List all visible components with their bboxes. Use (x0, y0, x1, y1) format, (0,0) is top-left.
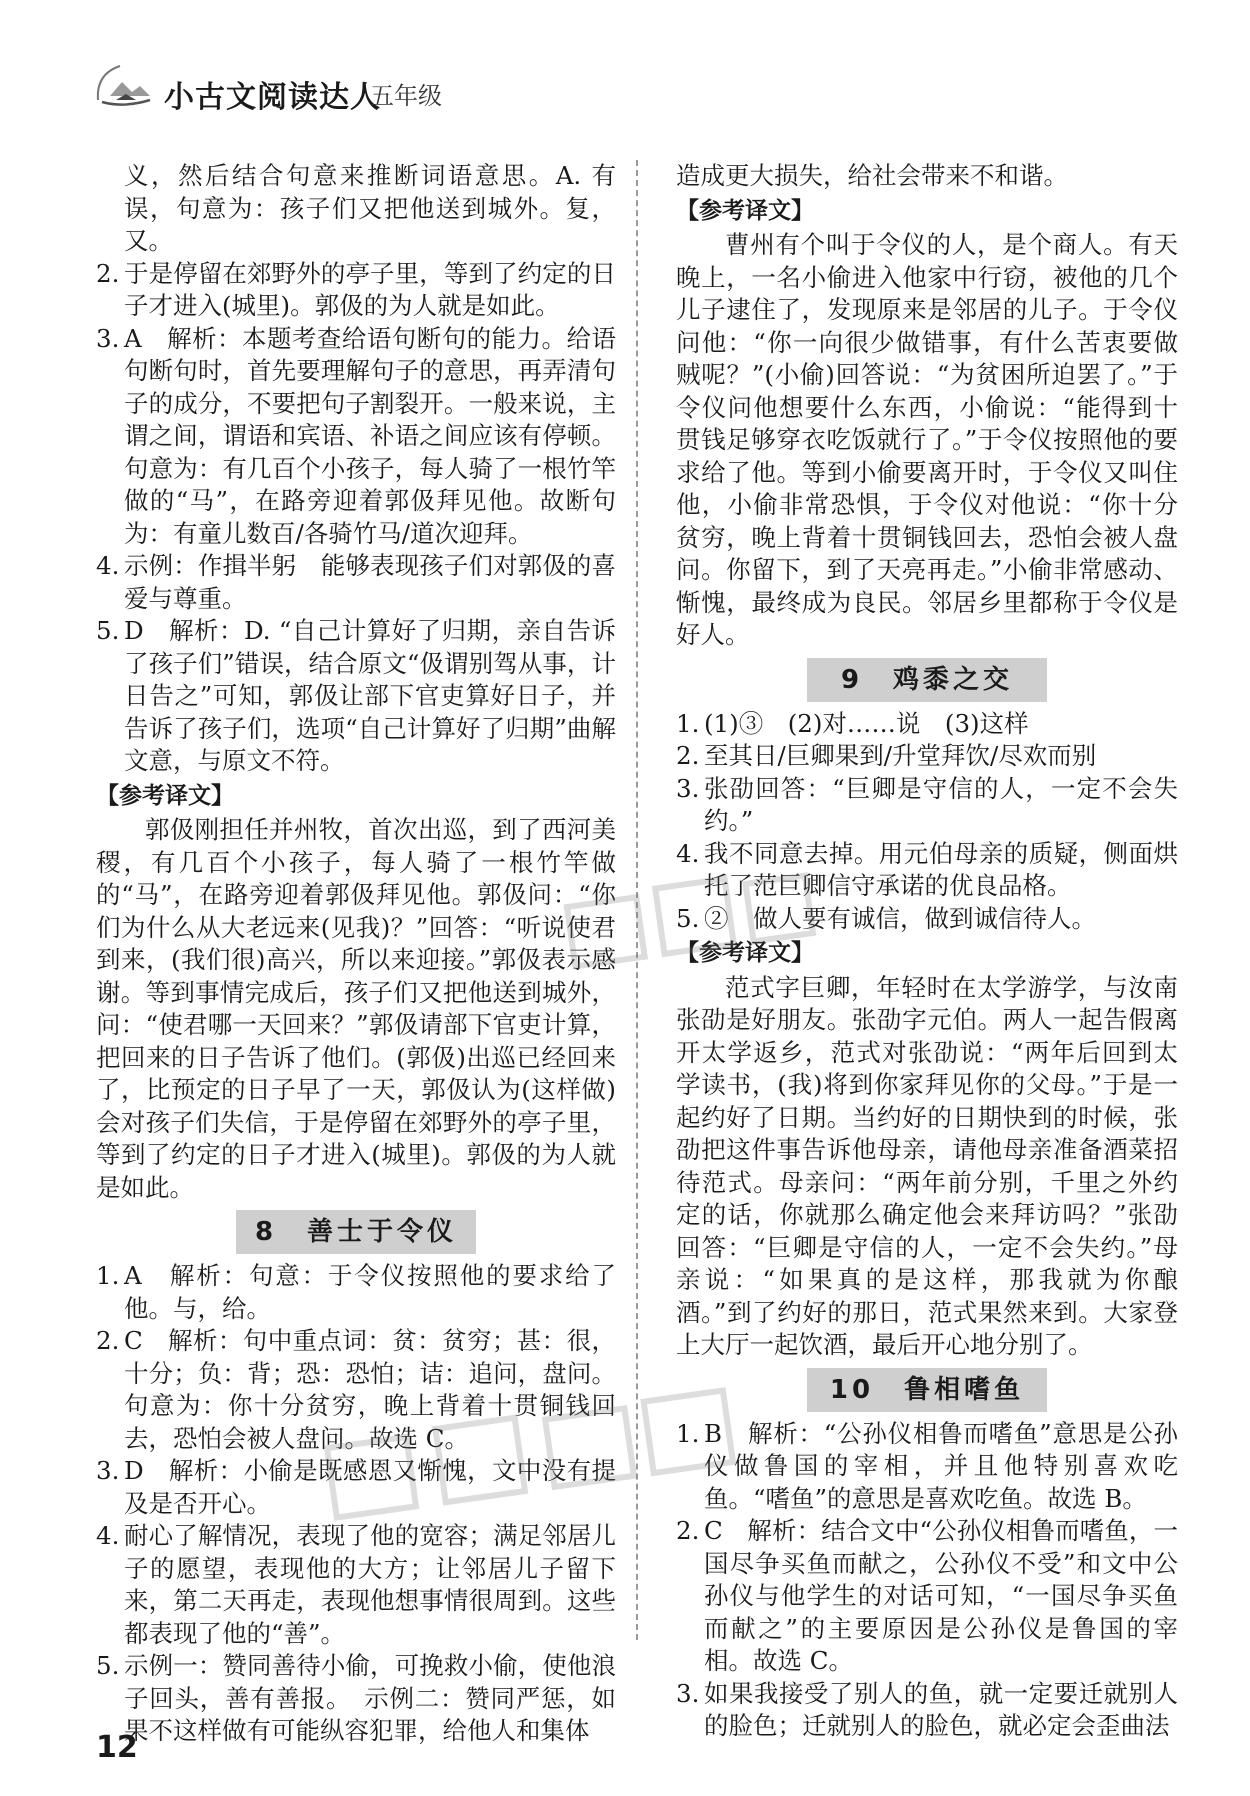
answer-item (676, 708, 1178, 741)
item-text: A 解析：本题考查给语句断句的能力。给语句断句时，首先要理解句子的意思，再弄清句子的成分，不要把句子割裂开。一般来说，主谓之间，谓语和宾语、补语之间应该有停顿。句意为：有几百个小孩子，每人骑了一根竹竿做的“马”，在路旁迎着郭伋拜见他。故断句为：有童儿数百/各骑竹马/道次迎拜。 (124, 323, 616, 548)
item-text: 示例：作揖半躬 能够表现孩子们对郭伋的喜爱与尊重。 (124, 551, 616, 613)
reference-translation: 范式字巨卿，年轻时在太学游学，与汝南张劭是好朋友。张劭字元伯。两人一起告假离开太学返乡，范式对张劭说：“两年后回到太学读书，(我)将到你家拜见你的父母。”于是一起约好了日期。当约好的日期快到的时候，张劭把这件事告诉他母亲，请他母亲准备酒菜招待范式。母亲问：“两年前分别，千里之外约定的话，你就那么确定他会来拜访吗？”张劭回答：“巨卿是守信的人，一定不会失约。”母亲说：“如果真的是这样，那我就为你酿酒。”到了约好的那日，范式果然来到。大家登上大厅一起饮酒，最后开心地分别了。 (676, 972, 1178, 1359)
item-number: 3. (676, 773, 700, 803)
item-number: 5. (96, 616, 120, 645)
item-text: 至其日/巨卿果到/升堂拜饮/尽欢而别 (704, 741, 1097, 770)
answer-item (96, 258, 616, 323)
item-number: 5. (676, 903, 700, 933)
item-text: D 解析：小偷是既感恩又惭愧，文中没有提及是否开心。 (124, 1456, 616, 1518)
answer-item (676, 1678, 1178, 1743)
item-number: 3. (676, 1678, 700, 1708)
grade-label: 五年级 (370, 82, 442, 110)
item-text: C 解析：结合文中“公孙仪相鲁而嗜鱼，一国尽争买鱼而献之，公孙仪不受”和文中公孙仪与他学生的对话可知，“一国尽争买鱼而献之”的主要原因是公孙仪是鲁国的宰相。故选 C。 (704, 1516, 1178, 1675)
item-number: 2. (676, 741, 700, 770)
item-number: 4. (96, 1521, 120, 1550)
item-number: 3. (96, 323, 120, 353)
answer-item (96, 1260, 616, 1325)
answer-item (96, 615, 616, 778)
item-text: 张劭回答：“巨卿是守信的人，一定不会失约。” (704, 773, 1178, 835)
page-header (92, 58, 1152, 118)
answer-item (676, 740, 1178, 773)
reference-translation: 郭伋刚担任并州牧，首次出巡，到了西河美稷，有几百个小孩子，每人骑了一根竹竿做的“马”，在路旁迎着郭伋拜见他。郭伋问：“你们为什么从大老远来(见我)？”回答：“听说使君到来，(我们很)高兴，所以来迎接。”郭伋表示感谢。等到事情完成后，孩子们又把他送到城外，问：“使君哪一天回来？”郭伋请部下官吏计算，把回来的日子告诉了他们。(郭伋)出巡已经回来了，比预定的日子早了一天，郭伋认为(这样做)会对孩子们失信，于是停留在郊野外的亭子里，等到了约定的日子才进入(城里)。郭伋的为人就是如此。 (96, 815, 616, 1202)
reference-translation: 曹州有个叫于令仪的人，是个商人。有天晚上，一名小偷进入他家中行窃，被他的几个儿子逮住了，发现原来是邻居的儿子。于令仪问他：“你一向很少做错事，有什么苦衷要做贼呢？”(小偷)回答说：“为贫困所迫罢了。”于令仪问他想要什么东西，小偷说：“能得到十贯钱足够穿衣吃饭就行了。”于令仪按照他的要求给了他。等到小偷要离开时，于令仪又叫住他，小偷非常恐惧，于令仪对他说：“你十分贫穷，晚上背着十贯铜钱回去，恐怕会被人盘问。你留下，到了天亮再走。”小偷非常感动、惭愧，最终成为良民。邻居乡里都称于令仪是好人。 (676, 230, 1178, 649)
section-heading-9: 9 鸡黍之交 (807, 658, 1047, 702)
reference-translation-heading: 【参考译文】 (96, 782, 234, 809)
item-number: 2. (96, 1326, 120, 1355)
item-text: A 解析：句意：于令仪按照他的要求给了他。与，给。 (124, 1261, 616, 1323)
item-number: 4. (676, 838, 700, 868)
item-number: 1. (676, 1418, 700, 1448)
item-number: 2. (676, 1516, 700, 1545)
answer-item (96, 1650, 616, 1748)
section-heading-8: 8 善士于令仪 (236, 1210, 476, 1254)
item-text: 示例一：赞同善待小偷，可挽救小偷，使他浪子回头，善有善报。 示例二：赞同严惩，如果不这样做有可能纵容犯罪，给他人和集体 (124, 1651, 616, 1745)
item-text: 如果我接受了别人的鱼，就一定要迁就别人的脸色；迁就别人的脸色，就必定会歪曲法 (704, 1678, 1178, 1740)
answer-item (676, 773, 1178, 838)
item-text: C 解析：句中重点词：贫：贫穷；甚：很，十分；负：背；恐：恐怕；诘：追问，盘问。句意为：你十分贫穷，晚上背着十贯铜钱回去，恐怕会被人盘问。故选 C。 (124, 1326, 616, 1453)
book-title: 小古文阅读达人 (164, 80, 381, 115)
item-text: B 解析：“公孙仪相鲁而嗜鱼”意思是公孙仪做鲁国的宰相，并且他特别喜欢吃鱼。“嗜鱼”的意思是喜欢吃鱼。故选 B。 (704, 1418, 1178, 1513)
answer-item (96, 323, 616, 551)
answer-item (96, 550, 616, 615)
item-text: 我不同意去掉。用元伯母亲的质疑，侧面烘托了范巨卿信守承诺的优良品格。 (704, 838, 1178, 900)
item-text: D 解析：D. “自己计算好了归期，亲自告诉了孩子们”错误，结合原文“伋谓别驾从事，计日告之”可知，郭伋让部下官吏算好日子，并告诉了孩子们，选项“自己计算好了归期”曲解文意，与原文不符。 (124, 616, 616, 775)
item-text: 于是停留在郊野外的亭子里，等到了约定的日子才进入(城里)。郭伋的为人就是如此。 (124, 258, 616, 320)
reference-translation-heading: 【参考译文】 (676, 197, 814, 224)
item-text: 耐心了解情况，表现了他的宽容；满足邻居儿子的愿望，表现他的大方；让邻居儿子留下来，第二天再走，表现他想事情很周到。这些都表现了他的“善”。 (124, 1521, 616, 1648)
item-number: 1. (96, 1261, 120, 1290)
answer-item (676, 1515, 1178, 1678)
item-number: 5. (96, 1651, 120, 1680)
item-number: 4. (96, 551, 120, 580)
answer-item (676, 1418, 1178, 1516)
answer-continuation: 造成更大损失，给社会带来不和谐。 (676, 161, 1068, 190)
reference-translation-heading: 【参考译文】 (676, 940, 814, 966)
page-number: 12 (96, 1730, 138, 1765)
answer-continuation: 义，然后结合句意来推断词语意思。A. 有误，句意为：孩子们又把他送到城外。复，又。 (124, 161, 616, 255)
boat-mountain-logo-icon (92, 60, 154, 112)
item-number: 2. (96, 258, 120, 288)
item-number: 1. (676, 708, 700, 738)
item-text: (1)③ (2)对……说 (3)这样 (704, 708, 1029, 738)
section-heading-10: 10 鲁相嗜鱼 (807, 1368, 1047, 1412)
item-number: 3. (96, 1456, 120, 1485)
item-text: ② 做人要有诚信，做到诚信待人。 (704, 903, 1096, 933)
answer-item (96, 1520, 616, 1650)
